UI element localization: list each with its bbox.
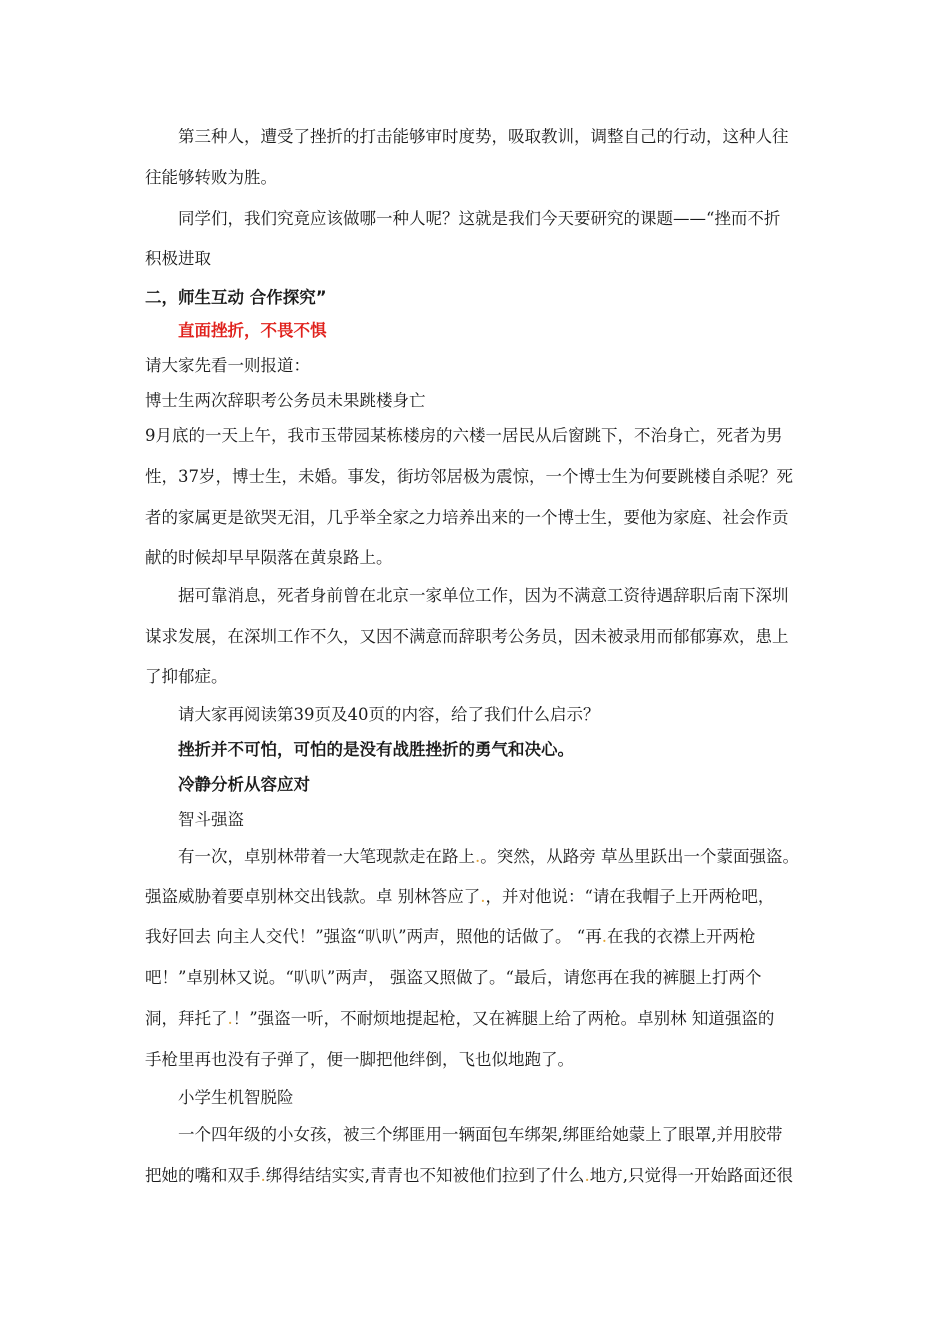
story-title: 小学生机智脱险 bbox=[178, 1088, 294, 1107]
paragraph-line: 积极进取 bbox=[145, 249, 211, 268]
paragraph-line: 第三种人，遭受了挫折的打击能够审时度势，吸取教训，调整自己的行动，这种人往 bbox=[178, 127, 789, 146]
paragraph-line: 者的家属更是欲哭无泪，几乎举全家之力培养出来的一个博士生，要他为家庭、社会作贡 bbox=[145, 508, 789, 527]
paragraph-line: 吧！”卓别林又说。“叭叭”两声， 强盗又照做了。“最后，请您再在我的裤腿上打两个 bbox=[145, 968, 762, 987]
paragraph-line: 有一次，卓别林带着一大笔现款走在路上.。突然，从路旁 草丛里跃出一个蒙面强盗。 bbox=[178, 847, 799, 866]
paragraph-line: 请大家先看一则报道： bbox=[145, 356, 310, 375]
paragraph-line: 了抑郁症。 bbox=[145, 667, 228, 686]
paragraph-line: 性，37岁，博士生，未婚。事发，街坊邻居极为震惊，一个博士生为何要跳楼自杀呢？死 bbox=[145, 467, 793, 486]
subsection-heading: 直面挫折，不畏不惧 bbox=[178, 321, 327, 340]
paragraph-line: 献的时候却早早陨落在黄泉路上。 bbox=[145, 548, 393, 567]
key-point: 挫折并不可怕，可怕的是没有战胜挫折的勇气和决心。 bbox=[178, 740, 574, 759]
paragraph-line: 往能够转败为胜。 bbox=[145, 168, 277, 187]
paragraph-line: 手枪里再也没有子弹了，便一脚把他绊倒，飞也似地跑了。 bbox=[145, 1050, 574, 1069]
mark-dot: . bbox=[227, 1009, 233, 1028]
mark-dot: . bbox=[480, 887, 486, 906]
paragraph-line: 据可靠消息，死者身前曾在北京一家单位工作，因为不满意工资待遇辞职后南下深圳 bbox=[178, 586, 789, 605]
paragraph-line: 强盗威胁着要卓别林交出钱款。卓 别林答应了.，并对他说：“请在我帽子上开两枪吧， bbox=[145, 887, 775, 906]
mark-dot: . bbox=[260, 1166, 266, 1185]
mark-dot: . bbox=[475, 847, 481, 866]
paragraph-line: 洞，拜托了.！”强盗一听，不耐烦地提起枪，又在裤腿上给了两枪。卓别林 知道强盗的 bbox=[145, 1009, 775, 1028]
report-title: 博士生两次辞职考公务员未果跳楼身亡 bbox=[145, 391, 426, 410]
paragraph-line: 请大家再阅读第39页及40页的内容，给了我们什么启示？ bbox=[178, 705, 600, 724]
paragraph-line: 同学们，我们究竟应该做哪一种人呢？这就是我们今天要研究的课题——“挫而不折 bbox=[178, 209, 781, 228]
mark-dot: . bbox=[601, 927, 607, 946]
mark-dot: . bbox=[584, 1166, 590, 1185]
paragraph-line: 把她的嘴和双手.绑得结结实实,青青也不知被他们拉到了什么.地方,只觉得一开始路面还很 bbox=[145, 1166, 793, 1185]
paragraph-line: 一个四年级的小女孩，被三个绑匪用一辆面包车绑架,绑匪给她蒙上了眼罩,并用胶带 bbox=[178, 1125, 783, 1144]
section-heading: 二，师生互动 合作探究” bbox=[145, 288, 327, 307]
paragraph-line: 我好回去 向主人交代！”强盗“叭叭”两声，照他的话做了。 “再.在我的衣襟上开两枪 bbox=[145, 927, 756, 946]
subsection-heading: 冷静分析从容应对 bbox=[178, 775, 310, 794]
paragraph-line: 谋求发展，在深圳工作不久，又因不满意而辞职考公务员，因未被录用而郁郁寡欢，患上 bbox=[145, 627, 789, 646]
paragraph-line: 9月底的一天上午，我市玉带园某栋楼房的六楼一居民从后窗跳下，不治身亡，死者为男 bbox=[145, 426, 783, 445]
story-title: 智斗强盗 bbox=[178, 810, 244, 829]
